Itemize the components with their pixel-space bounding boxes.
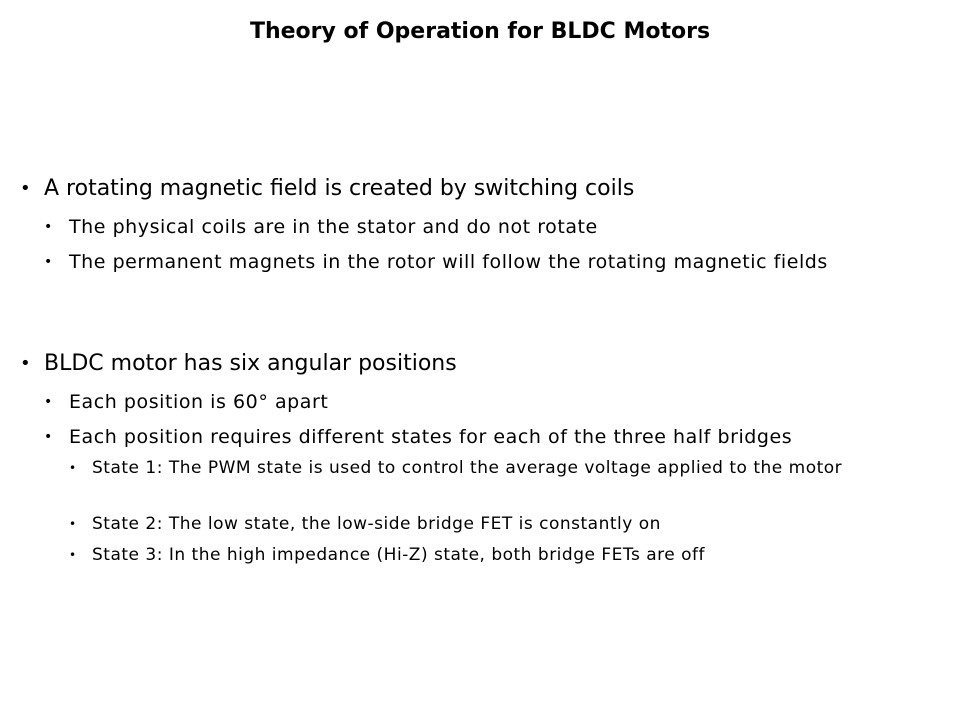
bullet-icon: • [44, 254, 53, 270]
bullet-text: Each position requires different states for each of the three half bridges [69, 426, 793, 448]
bullet-icon: • [69, 548, 77, 562]
bullet-item-level1 [20, 175, 950, 203]
bullet-item-level1 [20, 350, 950, 378]
bullet-icon: • [20, 353, 31, 374]
bullet-text: The physical coils are in the stator and do not rotate [69, 216, 598, 238]
bullet-item-level2 [44, 248, 944, 276]
slide-title: Theory of Operation for BLDC Motors [249, 19, 711, 44]
bullet-item-level2 [44, 213, 944, 241]
bullet-text: State 3: In the high impedance (Hi-Z) state, both bridge FETs are off [92, 545, 705, 565]
bullet-icon: • [44, 394, 53, 410]
bullet-item-level2 [44, 388, 944, 416]
bullet-icon: • [69, 461, 77, 475]
bullet-text: The permanent magnets in the rotor will follow the rotating magnetic fields [69, 251, 828, 273]
bullet-icon: • [44, 429, 53, 445]
bullet-icon: • [44, 219, 53, 235]
bullet-text: State 1: The PWM state is used to control the average voltage applied to the motor [92, 458, 843, 478]
bullet-text: Each position is 60° apart [69, 391, 329, 413]
bullet-icon: • [20, 178, 31, 199]
bullet-item-level3 [69, 542, 943, 568]
bullet-icon: • [69, 517, 77, 531]
bullet-text: BLDC motor has six angular positions [44, 351, 457, 376]
bullet-text: State 2: The low state, the low-side bridge FET is constantly on [92, 514, 661, 534]
bullet-item-level3 [69, 511, 943, 537]
bullet-item-level2 [44, 423, 944, 451]
bullet-text: A rotating magnetic field is created by switching coils [44, 176, 635, 201]
bullet-item-level3 [69, 455, 943, 481]
